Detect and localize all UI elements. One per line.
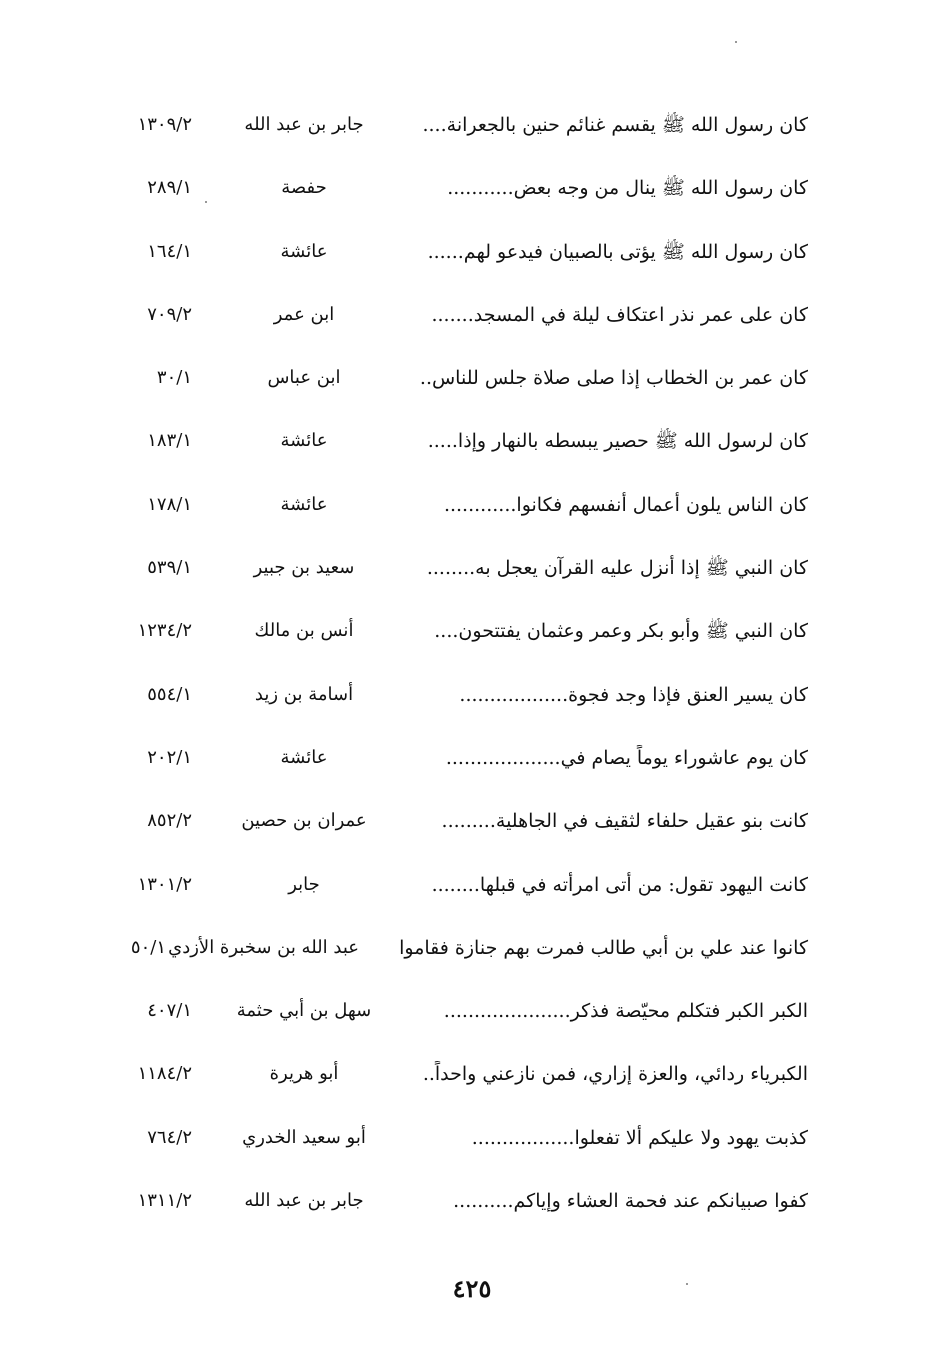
index-row bbox=[0, 662, 944, 725]
volume-page-reference: ١١٨٤/٢ bbox=[137, 1063, 192, 1085]
index-row bbox=[0, 1168, 944, 1231]
narrator-name: أبو هريرة bbox=[269, 1063, 339, 1085]
volume-page-reference: ١٣٠١/٢ bbox=[137, 873, 192, 895]
narrator-name: عائشة bbox=[280, 430, 328, 452]
index-row bbox=[0, 345, 944, 408]
hadith-incipit: كان يسير العنق فإذا وجد فجوة.................. bbox=[459, 683, 808, 706]
narrator-name: عبد الله بن سخبرة الأزدي bbox=[168, 936, 359, 958]
scan-speck bbox=[205, 201, 207, 203]
index-row bbox=[0, 155, 944, 218]
narrator-name: ابن عمر bbox=[273, 303, 335, 325]
hadith-incipit: كذبت يهود ولا عليكم ألا تفعلوا................. bbox=[471, 1126, 808, 1149]
volume-page-reference: ١٧٨/١ bbox=[147, 493, 192, 515]
index-row bbox=[0, 219, 944, 282]
hadith-incipit: كانت بنو عقيل حلفاء لثقيف في الجاهلية......... bbox=[441, 810, 808, 833]
hadith-incipit: كانوا عند علي بن أبي طالب فمرت بهم جنازة فقاموا bbox=[399, 936, 808, 959]
narrator-name: جابر bbox=[288, 873, 320, 895]
volume-page-reference: ٧٦٤/٢ bbox=[147, 1126, 192, 1148]
narrator-name: عائشة bbox=[280, 240, 328, 262]
volume-page-reference: ٥٥٤/١ bbox=[147, 683, 192, 705]
index-row bbox=[0, 1105, 944, 1168]
volume-page-reference: ٤٠٧/١ bbox=[147, 1000, 192, 1022]
hadith-incipit: كان يوم عاشوراء يوماً يصام في................... bbox=[445, 746, 808, 769]
narrator-name: عائشة bbox=[280, 493, 328, 515]
narrator-name: جابر بن عبد الله bbox=[244, 114, 364, 135]
volume-page-reference: ١٣٠٩/٢ bbox=[137, 114, 192, 135]
hadith-incipit: كان رسول الله ﷺ ينال من وجه بعض........... bbox=[447, 177, 808, 200]
hadith-incipit: الكبر الكبر فتكلم محيّصة فذكر..................... bbox=[443, 1000, 808, 1023]
volume-page-reference: ٧٠٩/٢ bbox=[147, 303, 192, 325]
narrator-name: سعيد بن جبير bbox=[253, 557, 355, 579]
index-row bbox=[0, 852, 944, 915]
index-row bbox=[0, 408, 944, 471]
volume-page-reference: ١٨٣/١ bbox=[147, 430, 192, 452]
index-row bbox=[0, 282, 944, 345]
volume-page-reference: ٥٠/١ bbox=[130, 936, 166, 958]
hadith-incipit: كان النبي ﷺ وأبو بكر وعمر وعثمان يفتتحون.... bbox=[434, 620, 808, 643]
index-row bbox=[0, 915, 944, 978]
index-row bbox=[0, 92, 944, 155]
narrator-name: سهل بن أبي حثمة bbox=[236, 1000, 372, 1022]
index-row bbox=[0, 978, 944, 1041]
index-row bbox=[0, 788, 944, 851]
volume-page-reference: ١٢٣٤/٢ bbox=[137, 620, 192, 642]
index-row bbox=[0, 535, 944, 598]
hadith-incipit: كان الناس يلون أعمال أنفسهم فكانوا............ bbox=[443, 493, 808, 516]
index-row bbox=[0, 725, 944, 788]
narrator-name: حفصة bbox=[281, 177, 327, 199]
hadith-incipit: كان النبي ﷺ إذا أنزل عليه القرآن يعجل به........ bbox=[426, 557, 808, 580]
index-row bbox=[0, 598, 944, 661]
volume-page-reference: ١٦٤/١ bbox=[147, 240, 192, 262]
scan-speck bbox=[735, 41, 737, 43]
volume-page-reference: ٣٠/١ bbox=[156, 367, 192, 389]
hadith-incipit: كان على عمر نذر اعتكاف ليلة في المسجد....... bbox=[431, 303, 808, 326]
narrator-name: أنس بن مالك bbox=[254, 620, 354, 642]
hadith-incipit: كانت اليهود تقول: من أتى امرأته في قبلها........ bbox=[431, 873, 808, 896]
narrator-name: أسامة بن زيد bbox=[254, 683, 354, 705]
volume-page-reference: ٢٠٢/١ bbox=[147, 746, 192, 768]
volume-page-reference: ٢٨٩/١ bbox=[147, 177, 192, 199]
page-number: ٤٢٥ bbox=[452, 1274, 492, 1303]
scan-speck bbox=[686, 1283, 688, 1285]
narrator-name: جابر بن عبد الله bbox=[244, 1190, 364, 1212]
index-row bbox=[0, 1041, 944, 1104]
hadith-index-list bbox=[0, 92, 944, 1231]
hadith-incipit: كان عمر بن الخطاب إذا صلى صلاة جلس للناس.. bbox=[419, 367, 808, 390]
index-row bbox=[0, 472, 944, 535]
volume-page-reference: ٥٣٩/١ bbox=[147, 557, 192, 579]
hadith-incipit: كان رسول الله ﷺ يقسم غنائم حنين بالجعرانة.... bbox=[422, 114, 808, 136]
volume-page-reference: ٨٥٢/٢ bbox=[147, 810, 192, 832]
hadith-incipit: كان لرسول الله ﷺ حصير يبسطه بالنهار وإذا..... bbox=[427, 430, 808, 453]
narrator-name: ابن عباس bbox=[267, 367, 341, 389]
volume-page-reference: ١٣١١/٢ bbox=[137, 1190, 192, 1212]
hadith-incipit: كفوا صبيانكم عند فحمة العشاء وإياكم.......... bbox=[453, 1190, 808, 1213]
narrator-name: أبو سعيد الخدري bbox=[242, 1126, 366, 1148]
hadith-incipit: الكبرياء ردائي، والعزة إزاري، فمن نازعني واحداً.. bbox=[422, 1063, 808, 1086]
narrator-name: عمران بن حصين bbox=[241, 810, 367, 832]
hadith-incipit: كان رسول الله ﷺ يؤتى بالصبيان فيدعو لهم...... bbox=[427, 240, 808, 263]
narrator-name: عائشة bbox=[280, 746, 328, 768]
